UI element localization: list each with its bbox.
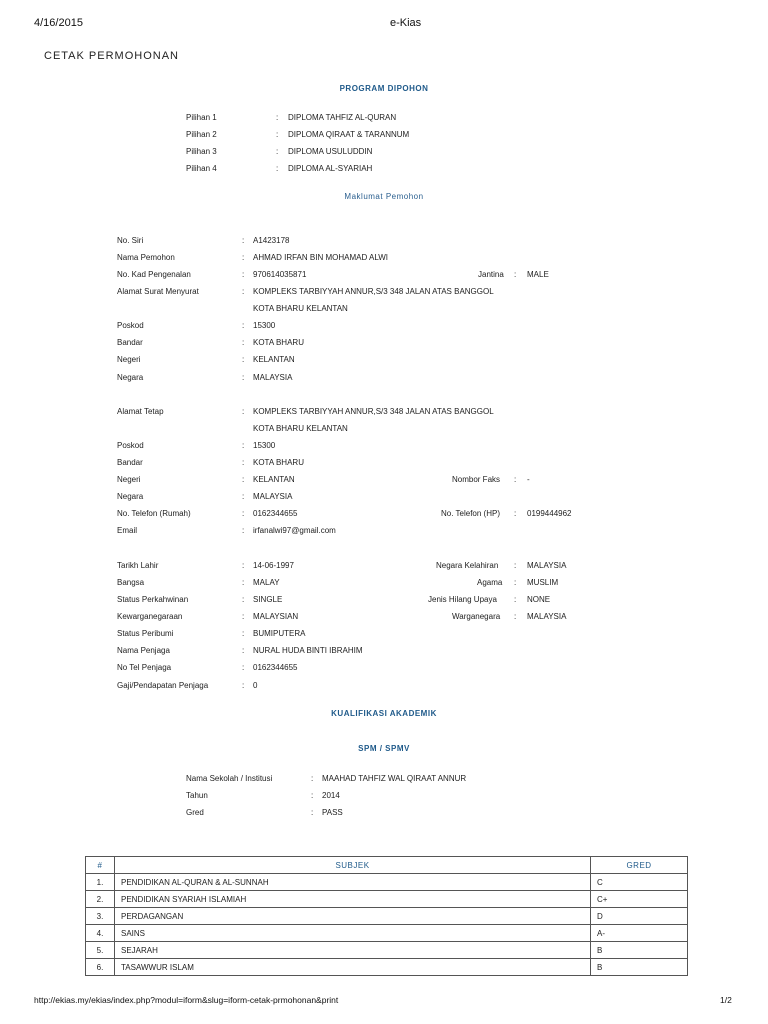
tel-hp-value: 0199444962 <box>527 509 572 518</box>
row-subject: PENDIDIKAN SYARIAH ISLAMIAH <box>115 891 591 908</box>
row-number: 4. <box>86 925 115 942</box>
negara-label: Negara <box>117 373 144 382</box>
tarikh-lahir-label: Tarikh Lahir <box>117 561 159 570</box>
jantina-value: MALE <box>527 270 549 279</box>
negara-value: MALAYSIA <box>253 373 293 382</box>
row-number: 5. <box>86 942 115 959</box>
colon: : <box>514 595 517 604</box>
table-row <box>86 891 688 908</box>
peribumi-label: Status Peribumi <box>117 629 174 638</box>
colon: : <box>514 475 517 484</box>
poskod-tetap-label: Poskod <box>117 441 144 450</box>
applicant-heading: Maklumat Pemohon <box>344 192 424 201</box>
negara-tetap-value: MALAYSIA <box>253 492 293 501</box>
choice-1-value: DIPLOMA TAHFIZ AL-QURAN <box>288 113 397 122</box>
row-grade: D <box>591 908 688 925</box>
row-grade: B <box>591 959 688 976</box>
row-grade: A- <box>591 925 688 942</box>
colon: : <box>242 681 245 690</box>
colon: : <box>514 270 517 279</box>
alamat-tetap-label: Alamat Tetap <box>117 407 164 416</box>
kad-label: No. Kad Pengenalan <box>117 270 191 279</box>
colon: : <box>242 612 245 621</box>
colon: : <box>242 441 245 450</box>
colon: : <box>242 646 245 655</box>
tahun-value: 2014 <box>322 791 340 800</box>
faks-value: - <box>527 475 530 484</box>
sekolah-value: MAAHAD TAHFIZ WAL QIRAAT ANNUR <box>322 774 467 783</box>
hilang-upaya-label: Jenis Hilang Upaya <box>428 595 497 604</box>
bandar-tetap-value: KOTA BHARU <box>253 458 304 467</box>
program-heading: PROGRAM DIPOHON <box>339 84 429 93</box>
col-grade-header: GRED <box>591 857 688 874</box>
negeri-value: KELANTAN <box>253 355 295 364</box>
choice-3-value: DIPLOMA USULUDDIN <box>288 147 373 156</box>
nama-value: AHMAD IRFAN BIN MOHAMAD ALWI <box>253 253 388 262</box>
choice-2-label: Pilihan 2 <box>186 130 217 139</box>
tel-penjaga-value: 0162344655 <box>253 663 298 672</box>
kewarganegaraan-value: MALAYSIAN <box>253 612 299 621</box>
table-row <box>86 942 688 959</box>
colon: : <box>242 509 245 518</box>
sekolah-label: Nama Sekolah / Institusi <box>186 774 273 783</box>
agama-value: MUSLIM <box>527 578 559 587</box>
nama-label: Nama Pemohon <box>117 253 175 262</box>
negeri-tetap-value: KELANTAN <box>253 475 295 484</box>
choice-4-label: Pilihan 4 <box>186 164 217 173</box>
tarikh-lahir-value: 14-06-1997 <box>253 561 294 570</box>
status-kahwin-label: Status Perkahwinan <box>117 595 189 604</box>
row-subject: PENDIDIKAN AL-QURAN & AL-SUNNAH <box>115 874 591 891</box>
print-date: 4/16/2015 <box>34 17 83 29</box>
no-siri-value: A1423178 <box>253 236 290 245</box>
kad-value: 970614035871 <box>253 270 307 279</box>
colon: : <box>311 791 314 800</box>
page-url-link[interactable]: http://ekias.my/ekias/index.php?modul=iform&slug=iform-cetak-prmohonan&print <box>34 995 339 1005</box>
bandar-label: Bandar <box>117 338 143 347</box>
tel-hp-label: No. Telefon (HP) <box>441 509 500 518</box>
penjaga-label: Nama Penjaga <box>117 646 170 655</box>
tel-penjaga-label: No Tel Penjaga <box>117 663 172 672</box>
table-row <box>86 959 688 976</box>
poskod-label: Poskod <box>117 321 144 330</box>
table-header-row <box>86 857 688 874</box>
table-row <box>86 908 688 925</box>
tahun-label: Tahun <box>186 791 208 800</box>
bangsa-label: Bangsa <box>117 578 145 587</box>
row-subject: SAINS <box>115 925 591 942</box>
status-kahwin-value: SINGLE <box>253 595 283 604</box>
colon: : <box>242 629 245 638</box>
print-title: e-Kias <box>390 17 422 29</box>
colon: : <box>276 147 279 156</box>
table-row <box>86 925 688 942</box>
colon: : <box>242 355 245 364</box>
colon: : <box>242 270 245 279</box>
choice-4-value: DIPLOMA AL-SYARIAH <box>288 164 373 173</box>
row-number: 1. <box>86 874 115 891</box>
colon: : <box>514 578 517 587</box>
colon: : <box>242 407 245 416</box>
gaji-label: Gaji/Pendapatan Penjaga <box>117 681 209 690</box>
email-label: Email <box>117 526 138 535</box>
alamat-surat-line1: KOMPLEKS TARBIYYAH ANNUR,S/3 348 JALAN ATAS BANGGOL <box>253 287 494 296</box>
row-subject: PERDAGANGAN <box>115 908 591 925</box>
row-grade: C+ <box>591 891 688 908</box>
peribumi-value: BUMIPUTERA <box>253 629 306 638</box>
warganegara-label: Warganegara <box>452 612 501 621</box>
tel-rumah-label: No. Telefon (Rumah) <box>117 509 191 518</box>
faks-label: Nombor Faks <box>452 475 501 484</box>
colon: : <box>311 774 314 783</box>
jantina-label: Jantina <box>478 270 504 279</box>
row-grade: C <box>591 874 688 891</box>
academic-heading: KUALIFIKASI AKADEMIK <box>331 709 437 718</box>
email-value: irfanalwi97@gmail.com <box>253 526 336 535</box>
choice-3-label: Pilihan 3 <box>186 147 217 156</box>
no-siri-label: No. Siri <box>117 236 144 245</box>
colon: : <box>311 808 314 817</box>
grades-table <box>85 856 688 976</box>
row-grade: B <box>591 942 688 959</box>
colon: : <box>242 287 245 296</box>
negara-kelahiran-label: Negara Kelahiran <box>436 561 499 570</box>
gred-value: PASS <box>322 808 343 817</box>
row-number: 3. <box>86 908 115 925</box>
bangsa-value: MALAY <box>253 578 280 587</box>
kewarganegaraan-label: Kewarganegaraan <box>117 612 183 621</box>
row-number: 2. <box>86 891 115 908</box>
colon: : <box>276 113 279 122</box>
colon: : <box>242 475 245 484</box>
alamat-tetap-line2: KOTA BHARU KELANTAN <box>253 424 348 433</box>
colon: : <box>514 561 517 570</box>
colon: : <box>242 236 245 245</box>
colon: : <box>242 595 245 604</box>
colon: : <box>242 526 245 535</box>
bandar-value: KOTA BHARU <box>253 338 304 347</box>
page-title: CETAK PERMOHONAN <box>44 50 179 62</box>
tel-rumah-value: 0162344655 <box>253 509 298 518</box>
bandar-tetap-label: Bandar <box>117 458 143 467</box>
alamat-surat-label: Alamat Surat Menyurat <box>117 287 199 296</box>
colon: : <box>276 164 279 173</box>
gred-label: Gred <box>186 808 204 817</box>
colon: : <box>242 253 245 262</box>
colon: : <box>242 663 245 672</box>
poskod-value: 15300 <box>253 321 276 330</box>
col-number-header: # <box>86 857 115 874</box>
negara-kelahiran-value: MALAYSIA <box>527 561 567 570</box>
alamat-tetap-line1: KOMPLEKS TARBIYYAH ANNUR,S/3 348 JALAN ATAS BANGGOL <box>253 407 494 416</box>
colon: : <box>242 578 245 587</box>
colon: : <box>242 373 245 382</box>
negara-tetap-label: Negara <box>117 492 144 501</box>
row-subject: TASAWWUR ISLAM <box>115 959 591 976</box>
academic-subheading: SPM / SPMV <box>358 744 410 753</box>
gaji-value: 0 <box>253 681 258 690</box>
table-row <box>86 874 688 891</box>
colon: : <box>242 458 245 467</box>
hilang-upaya-value: NONE <box>527 595 551 604</box>
colon: : <box>242 338 245 347</box>
col-subject-header: SUBJEK <box>115 857 591 874</box>
colon: : <box>242 561 245 570</box>
alamat-surat-line2: KOTA BHARU KELANTAN <box>253 304 348 313</box>
colon: : <box>514 612 517 621</box>
agama-label: Agama <box>477 578 503 587</box>
page-number: 1/2 <box>720 995 732 1005</box>
choice-2-value: DIPLOMA QIRAAT & TARANNUM <box>288 130 410 139</box>
colon: : <box>514 509 517 518</box>
colon: : <box>242 321 245 330</box>
colon: : <box>242 492 245 501</box>
penjaga-value: NURAL HUDA BINTI IBRAHIM <box>253 646 363 655</box>
colon: : <box>276 130 279 139</box>
poskod-tetap-value: 15300 <box>253 441 276 450</box>
negeri-label: Negeri <box>117 355 141 364</box>
row-number: 6. <box>86 959 115 976</box>
negeri-tetap-label: Negeri <box>117 475 141 484</box>
warganegara-value: MALAYSIA <box>527 612 567 621</box>
choice-1-label: Pilihan 1 <box>186 113 217 122</box>
row-subject: SEJARAH <box>115 942 591 959</box>
